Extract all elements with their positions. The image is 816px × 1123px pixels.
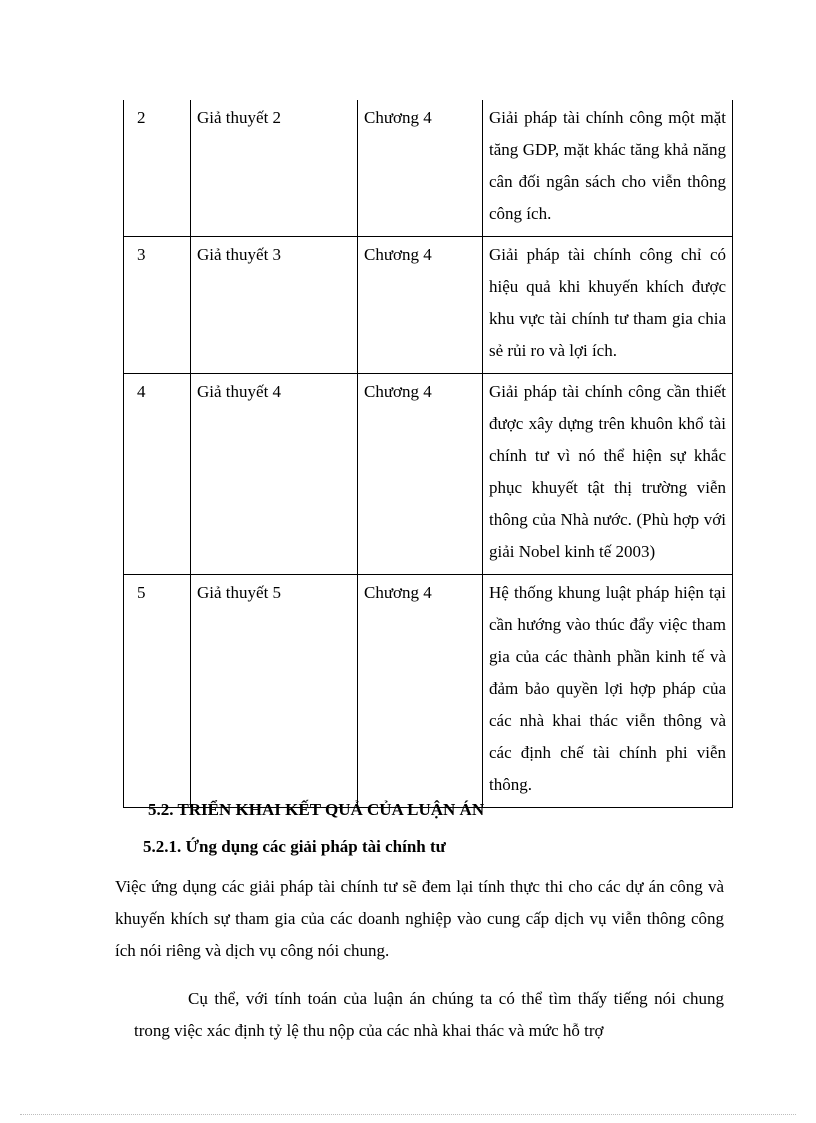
row-hypothesis: Giả thuyết 3 bbox=[191, 237, 358, 374]
body-paragraph: Cụ thể, với tính toán của luận án chúng ta có thể tìm thấy tiếng nói chung trong việc xác định tỷ lệ thu nộp của các nhà khai thác và mức hỗ trợ bbox=[134, 989, 724, 1040]
row-hypothesis: Giả thuyết 4 bbox=[191, 374, 358, 575]
row-hypothesis: Giả thuyết 5 bbox=[191, 575, 358, 808]
row-description: Giải pháp tài chính công một mặt tăng GDP, mặt khác tăng khả năng cân đối ngân sách cho viễn thông công ích. bbox=[483, 100, 733, 237]
table-row bbox=[124, 374, 733, 575]
row-number: 5 bbox=[124, 575, 191, 808]
row-number: 4 bbox=[124, 374, 191, 575]
row-chapter: Chương 4 bbox=[358, 237, 483, 374]
table-row bbox=[124, 575, 733, 808]
row-description: Hệ thống khung luật pháp hiện tại cần hướng vào thúc đẩy việc tham gia của các thành phần kinh tế và đảm bảo quyền lợi hợp pháp của các nhà khai thác viễn thông và các định chế tài chính phi viễn thông. bbox=[483, 575, 733, 808]
row-description: Giải pháp tài chính công cần thiết được xây dựng trên khuôn khổ tài chính tư vì nó thể hiện sự khắc phục khuyết tật thị trường viễn thông của Nhà nước. (Phù hợp với giải Nobel kinh tế 2003) bbox=[483, 374, 733, 575]
table-row bbox=[124, 100, 733, 237]
subsection-heading: 5.2.1. Ứng dụng các giải pháp tài chính tư bbox=[143, 837, 446, 856]
row-chapter: Chương 4 bbox=[358, 575, 483, 808]
table-row bbox=[124, 237, 733, 374]
row-hypothesis: Giả thuyết 2 bbox=[191, 100, 358, 237]
footer-divider bbox=[20, 1114, 796, 1115]
row-number: 2 bbox=[124, 100, 191, 237]
row-number: 3 bbox=[124, 237, 191, 374]
row-description: Giải pháp tài chính công chỉ có hiệu quả khi khuyến khích được khu vực tài chính tư tham gia chia sẻ rủi ro và lợi ích. bbox=[483, 237, 733, 374]
body-paragraph: Việc ứng dụng các giải pháp tài chính tư sẽ đem lại tính thực thi cho các dự án công và khuyến khích sự tham gia của các doanh nghiệp vào cung cấp dịch vụ viễn thông công ích nói riêng và dịch vụ công nói chung. bbox=[115, 877, 724, 960]
row-chapter: Chương 4 bbox=[358, 374, 483, 575]
section-heading: 5.2. TRIỂN KHAI KẾT QUẢ CỦA LUẬN ÁN bbox=[148, 800, 485, 819]
row-chapter: Chương 4 bbox=[358, 100, 483, 237]
hypothesis-table bbox=[123, 100, 733, 808]
